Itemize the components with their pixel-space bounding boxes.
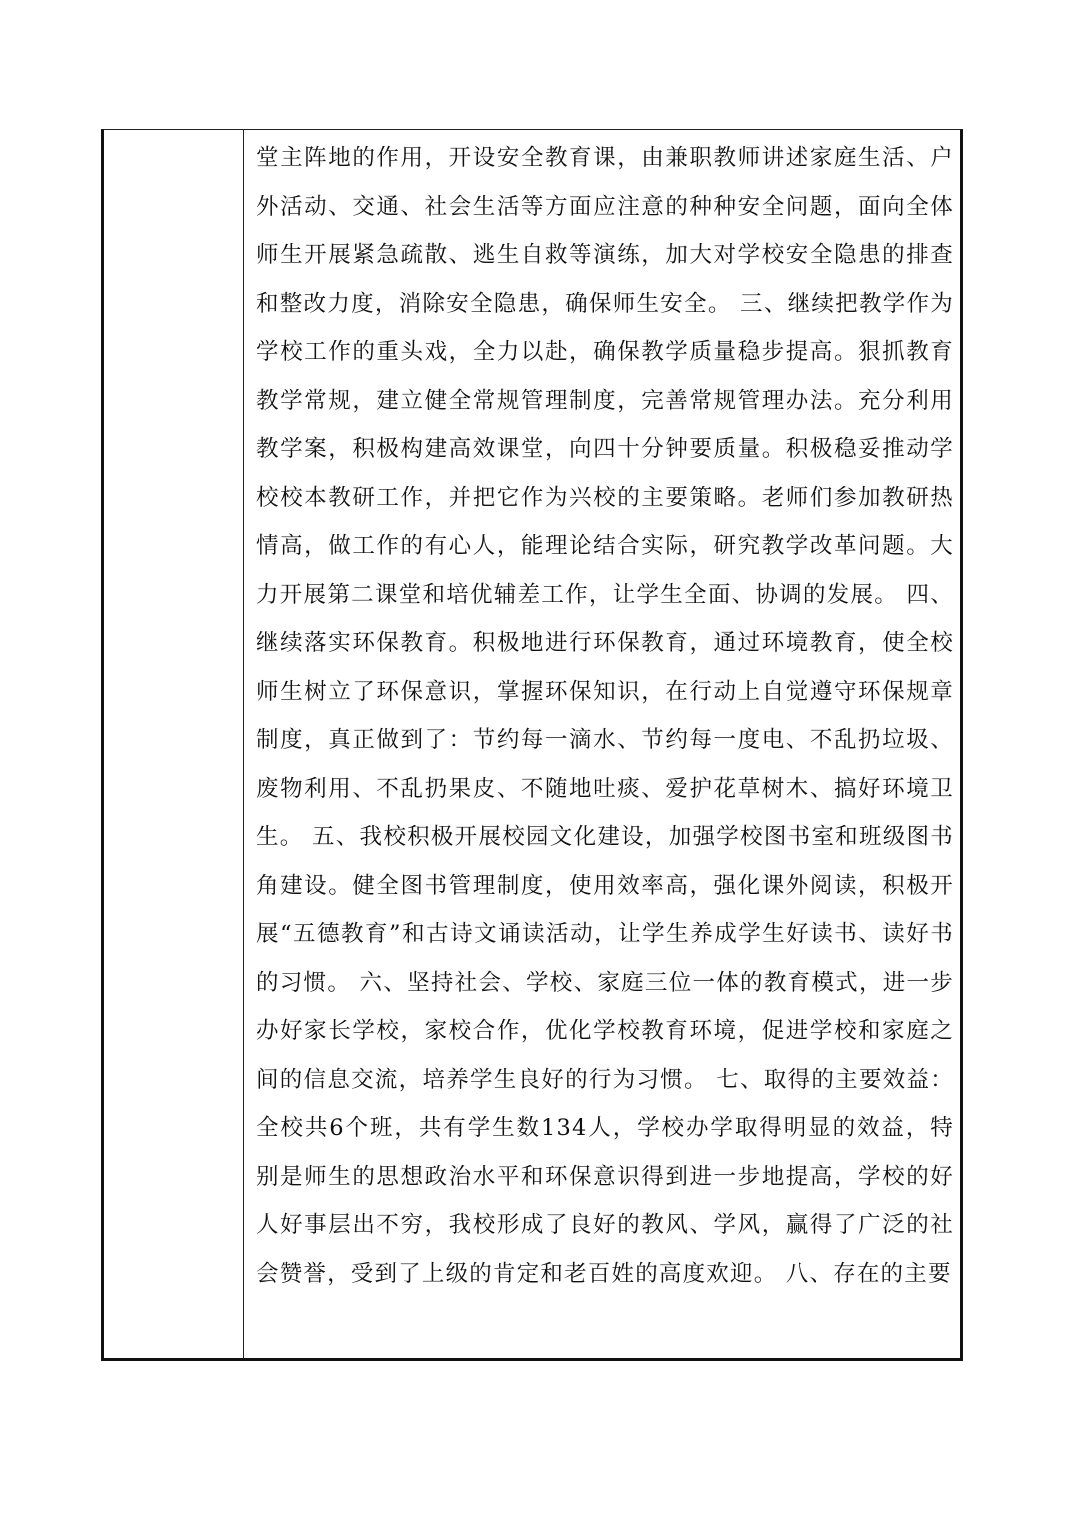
table-content-cell xyxy=(244,130,960,1358)
table-label-cell xyxy=(104,130,244,1358)
report-table xyxy=(101,129,963,1361)
report-body-text: 堂主阵地的作用，开设安全教育课，由兼职教师讲述家庭生活、户外活动、交通、社会生活等方面应注意的种种安全问题，面向全体师生开展紧急疏散、逃生自救等演练，加大对学校安全隐患的排查和整改力度，消除安全隐患，确保师生安全。 三、继续把教学作为学校工作的重头戏，全力以赴，确保教学质量稳步提高。狠抓教育教学常规，建立健全常规管理制度，完善常规管理办法。充分利用教学案，积极构建高效课堂，向四十分钟要质量。积极稳妥推动学校校本教研工作，并把它作为兴校的主要策略。老师们参加教研热情高，做工作的有心人，能理论结合实际，研究教学改革问题。大力开展第二课堂和培优辅差工作，让学生全面、协调的发展。 四、继续落实环保教育。积极地进行环保教育，通过环境教育，使全校师生树立了环保意识，掌握环保知识，在行动上自觉遵守环保规章制度，真正做到了：节约每一滴水、节约每一度电、不乱扔垃圾、废物利用、不乱扔果皮、不随地吐痰、爱护花草树木、搞好环境卫生。 五、我校积极开展校园文化建设，加强学校图书室和班级图书角建设。健全图书管理制度，使用效率高，强化课外阅读，积极开展“五德教育”和古诗文诵读活动，让学生养成学生好读书、读好书的习惯。 六、坚持社会、学校、家庭三位一体的教育模式，进一步办好家长学校，家校合作，优化学校教育环境，促进学校和家庭之间的信息交流，培养学生良好的行为习惯。 七、取得的主要效益： 全校共6个班，共有学生数134人，学校办学取得明显的效益，特别是师生的思想政治水平和环保意识得到进一步地提高，学校的好人好事层出不穷，我校形成了良好的教风、学风，赢得了广泛的社会赞誉，受到了上级的肯定和老百姓的高度欢迎。 八、存在的主要 xyxy=(256,145,954,1287)
